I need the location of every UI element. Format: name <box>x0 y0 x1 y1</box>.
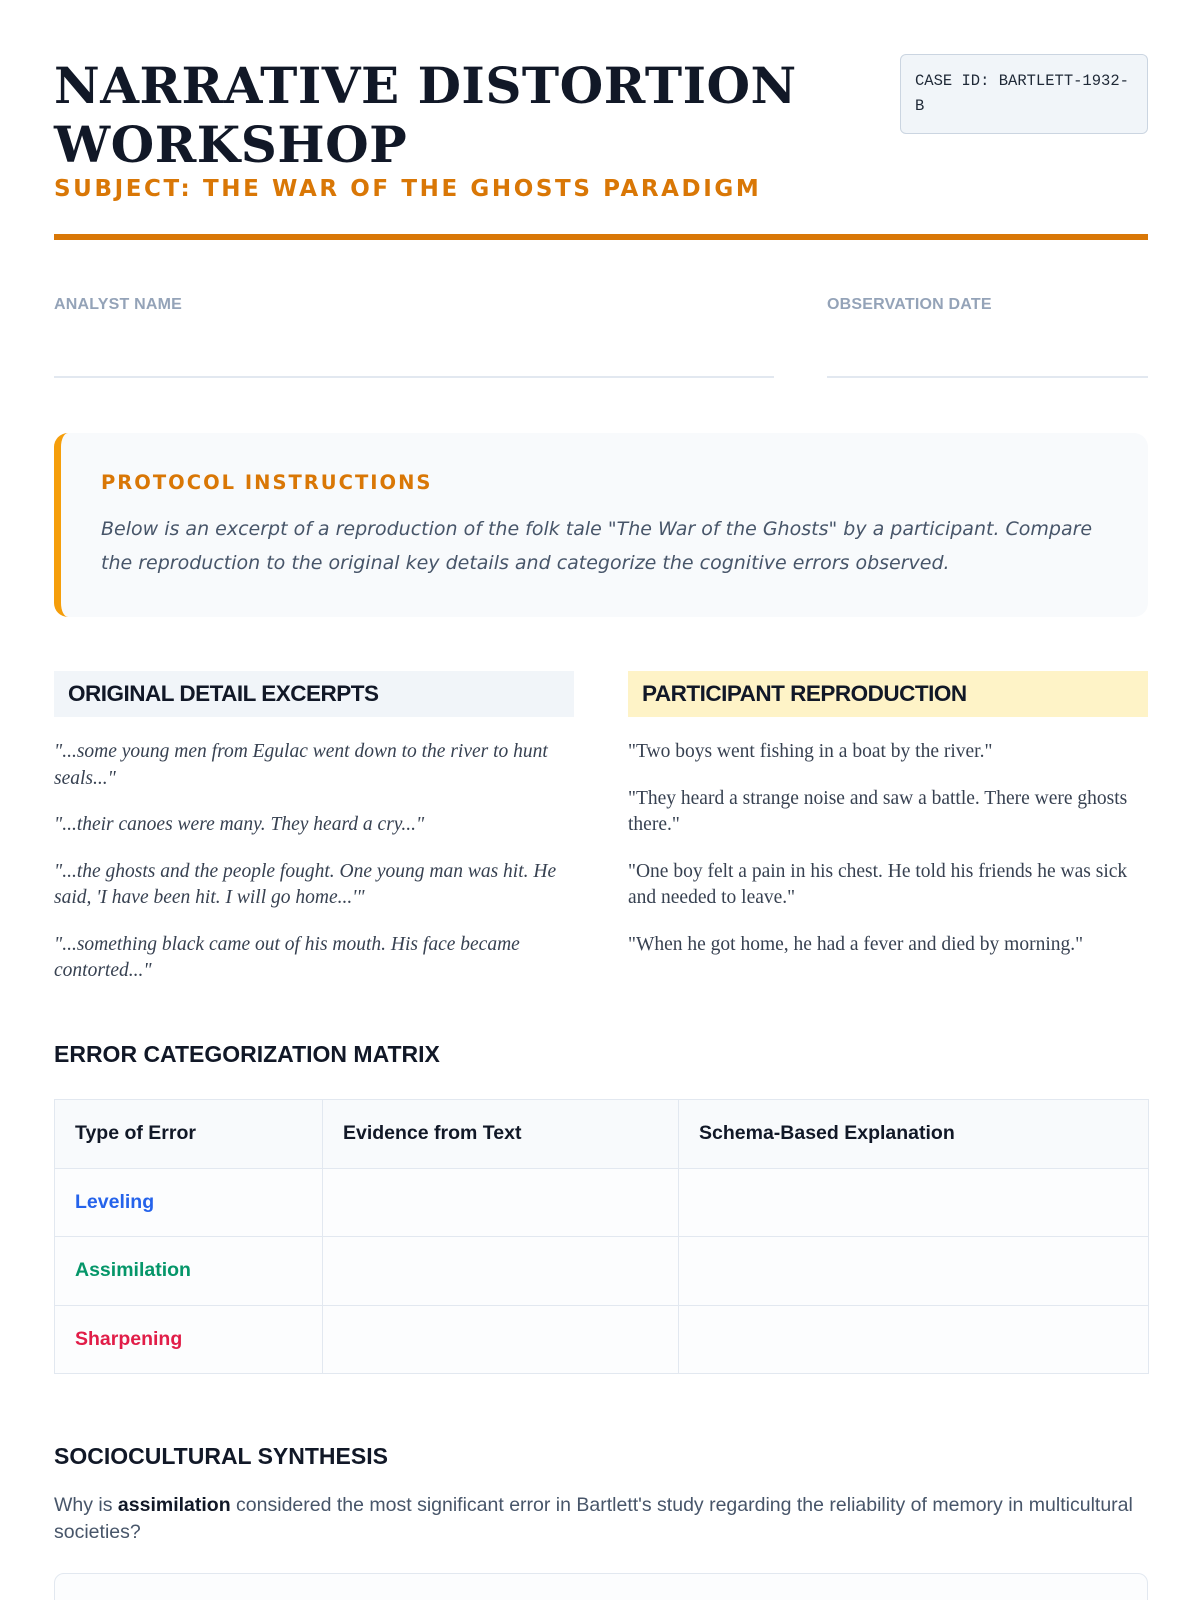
explanation-cell[interactable] <box>679 1168 1149 1237</box>
error-matrix-table <box>54 1099 1149 1374</box>
reproduction-quote: "One boy felt a pain in his chest. He told his friends he was sick and needed to leave." <box>628 860 1128 908</box>
observation-date-label: OBSERVATION DATE <box>827 296 992 313</box>
error-type-leveling: Leveling <box>55 1168 323 1237</box>
analyst-name-line[interactable] <box>54 376 774 378</box>
evidence-cell[interactable] <box>323 1168 679 1237</box>
reproduction-quote: "When he got home, he had a fever and died by morning." <box>628 933 1084 955</box>
synthesis-title: SOCIOCULTURAL SYNTHESIS <box>54 1443 388 1469</box>
original-quote: "...the ghosts and the people fought. One young man was hit. He said, 'I have been hit. I will go home...'" <box>54 860 557 908</box>
case-id-badge: CASE ID: BARTLETT-1932-B <box>900 54 1148 134</box>
worksheet-page <box>54 0 1148 1543</box>
column-header-type: Type of Error <box>55 1100 323 1169</box>
error-type-assimilation: Assimilation <box>55 1237 323 1306</box>
original-excerpts-column <box>54 671 574 1005</box>
synthesis-answer-box[interactable] <box>54 1573 1148 1600</box>
header-divider <box>54 234 1148 240</box>
column-header-explanation: Schema-Based Explanation <box>679 1100 1149 1169</box>
page-subtitle: SUBJECT: THE WAR OF THE GHOSTS PARADIGM <box>54 176 762 202</box>
original-quote: "...something black came out of his mouth. His face became contorted..." <box>54 933 520 981</box>
observation-date-line[interactable] <box>827 376 1148 378</box>
table-row <box>55 1168 1149 1237</box>
protocol-instructions <box>54 433 1148 617</box>
evidence-cell[interactable] <box>323 1305 679 1374</box>
synthesis-question <box>54 1492 1148 1546</box>
table-row <box>55 1305 1149 1374</box>
header <box>54 0 1148 240</box>
analyst-name-label: ANALYST NAME <box>54 296 183 313</box>
participant-reproduction-column <box>628 671 1148 978</box>
evidence-cell[interactable] <box>323 1237 679 1306</box>
reproduction-quote: "Two boys went fishing in a boat by the river." <box>628 741 993 762</box>
synthesis-question-post: considered the most significant error in Bartlett's study regarding the reliability of memory in multicultural societies? <box>54 1494 1133 1543</box>
protocol-heading: PROTOCOL INSTRUCTIONS <box>101 471 433 494</box>
observation-date-field[interactable] <box>827 296 1148 314</box>
analyst-name-field[interactable] <box>54 296 774 314</box>
original-excerpts-heading: ORIGINAL DETAIL EXCERPTS <box>54 671 574 717</box>
synthesis-question-pre: Why is <box>54 1494 118 1516</box>
column-header-evidence: Evidence from Text <box>323 1100 679 1169</box>
original-quote: "...some young men from Egulac went down to the river to hunt seals..." <box>54 741 548 789</box>
info-fields <box>54 296 1148 380</box>
table-header-row <box>55 1100 1149 1169</box>
protocol-text: Below is an excerpt of a reproduction of the folk tale "The War of the Ghosts" by a participant. Compare the reproduction to the original key details and categorize the cognitive errors observed. <box>101 518 1093 574</box>
original-quote: "...their canoes were many. They heard a cry..." <box>54 814 425 835</box>
reproduction-quote: "They heard a strange noise and saw a battle. There were ghosts there." <box>628 787 1128 835</box>
comparison-columns <box>54 671 1148 1001</box>
participant-reproduction-heading: PARTICIPANT REPRODUCTION <box>628 671 1148 717</box>
table-row <box>55 1237 1149 1306</box>
page-title: NARRATIVE DISTORTION WORKSHOP <box>54 56 797 174</box>
matrix-title: ERROR CATEGORIZATION MATRIX <box>54 1041 440 1067</box>
explanation-cell[interactable] <box>679 1237 1149 1306</box>
error-type-sharpening: Sharpening <box>55 1305 323 1374</box>
explanation-cell[interactable] <box>679 1305 1149 1374</box>
synthesis-question-keyword: assimilation <box>117 1494 231 1516</box>
